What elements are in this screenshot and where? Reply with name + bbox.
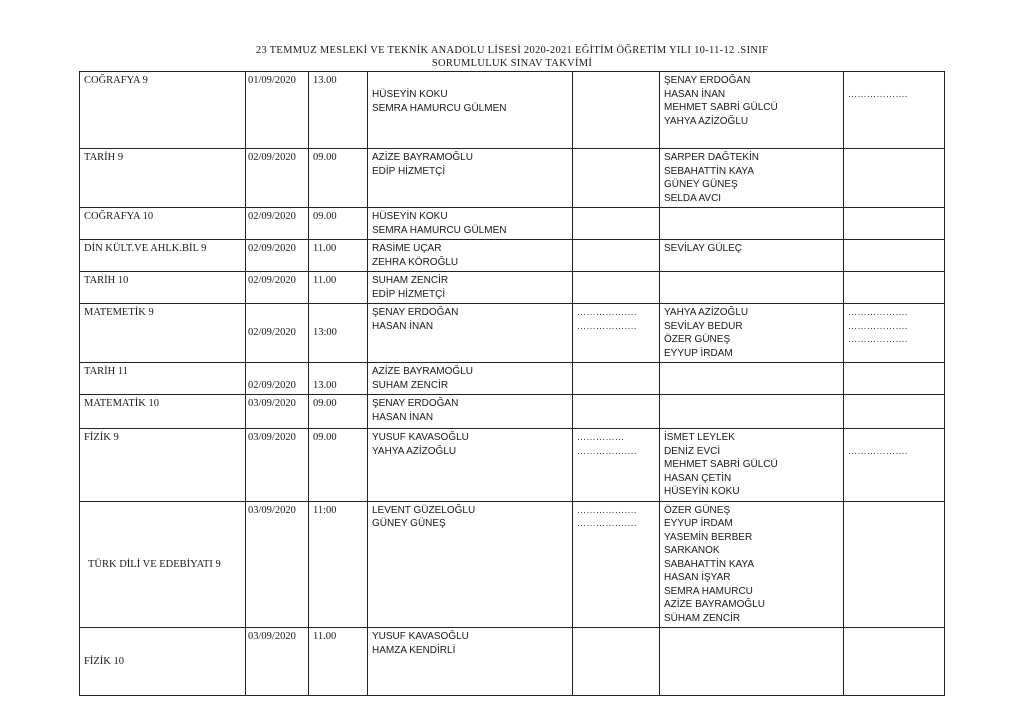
signature-line: ………………. bbox=[577, 307, 637, 317]
person-name: EDİP HİZMETÇİ bbox=[372, 165, 446, 177]
signature-cell bbox=[844, 429, 945, 502]
signature-cell bbox=[573, 501, 660, 628]
commission-members bbox=[368, 72, 573, 149]
person-name: HÜSEYİN KOKU bbox=[664, 486, 740, 497]
person-name: EYYUP İRDAM bbox=[664, 518, 733, 529]
proctor-members bbox=[660, 240, 844, 272]
commission-members bbox=[368, 272, 573, 304]
commission-members bbox=[368, 395, 573, 429]
signature-cell bbox=[844, 272, 945, 304]
person-name: MEHMET SABRİ GÜLCÜ bbox=[664, 459, 778, 470]
exam-date: 03/09/2020 bbox=[246, 395, 309, 429]
commission-members bbox=[368, 304, 573, 363]
signature-line: ………………. bbox=[848, 320, 908, 331]
person-name: AZİZE BAYRAMOĞLU bbox=[664, 599, 765, 610]
person-name: HASAN İNAN bbox=[372, 411, 434, 423]
table-row bbox=[80, 395, 945, 429]
exam-schedule-table bbox=[79, 71, 945, 696]
signature-cell bbox=[573, 72, 660, 149]
person-name: MEHMET SABRİ GÜLCÜ bbox=[664, 102, 778, 113]
person-name: HASAN İŞYAR bbox=[664, 572, 731, 583]
proctor-members bbox=[660, 501, 844, 628]
person-name: SEMRA HAMURCU GÜLMEN bbox=[372, 224, 507, 236]
exam-date: 03/09/2020 bbox=[246, 628, 309, 696]
person-name: SUHAM ZENCİR bbox=[372, 379, 449, 391]
signature-line: ………………. bbox=[848, 334, 908, 344]
proctor-members bbox=[660, 304, 844, 363]
table-row bbox=[80, 304, 945, 363]
course-name: TÜRK DİLİ VE EDEBİYATI 9 bbox=[80, 501, 246, 628]
person-name: SELDA AVCI bbox=[664, 192, 722, 204]
signature-line: ………………. bbox=[848, 88, 908, 99]
exam-time: 11.00 bbox=[309, 628, 368, 696]
person-name: YAHYA AZİZOĞLU bbox=[664, 115, 749, 127]
table-row bbox=[80, 363, 945, 395]
person-name: YAHYA AZİZOĞLU bbox=[372, 445, 457, 457]
exam-time: 09.00 bbox=[309, 395, 368, 429]
person-name: SÜHAM ZENCİR bbox=[664, 612, 741, 624]
signature-cell bbox=[573, 304, 660, 363]
person-name: ŞENAY ERDOĞAN bbox=[372, 398, 459, 409]
signature-cell bbox=[573, 208, 660, 240]
course-name: COĞRAFYA 10 bbox=[80, 208, 246, 240]
document-title: 23 TEMMUZ MESLEKİ VE TEKNİK ANADOLU LİSESİ 2020-2021 EĞİTİM ÖĞRETİM YILI 10-11-12 .SINIF bbox=[255, 45, 769, 56]
person-name: HÜSEYİN KOKU bbox=[372, 211, 448, 222]
table-row bbox=[80, 208, 945, 240]
person-name: HAMZA KENDİRLİ bbox=[372, 644, 456, 656]
signature-line: ………………. bbox=[848, 307, 908, 317]
exam-date: 02/09/2020 bbox=[246, 272, 309, 304]
signature-cell bbox=[844, 208, 945, 240]
person-name: SEVİLAY GÜLEÇ bbox=[664, 243, 742, 254]
person-name: SEMRA HAMURCU GÜLMEN bbox=[372, 102, 507, 114]
person-name: ŞENAY ERDOĞAN bbox=[372, 307, 459, 318]
proctor-members bbox=[660, 208, 844, 240]
document-subtitle: SORUMLULUK SINAV TAKVİMİ bbox=[431, 58, 593, 69]
person-name: SEMRA HAMURCU bbox=[664, 585, 753, 597]
signature-cell bbox=[573, 395, 660, 429]
course-name: DİN KÜLT.VE AHLK.BİL 9 bbox=[80, 240, 246, 272]
exam-date: 02/09/2020 bbox=[246, 240, 309, 272]
proctor-members bbox=[660, 395, 844, 429]
person-name: ŞENAY ERDOĞAN bbox=[664, 75, 751, 86]
proctor-members bbox=[660, 72, 844, 149]
exam-date: 02/09/2020 bbox=[246, 149, 309, 208]
table-row bbox=[80, 72, 945, 149]
table-row bbox=[80, 272, 945, 304]
proctor-members bbox=[660, 363, 844, 395]
exam-time: 11.00 bbox=[309, 240, 368, 272]
person-name: SABAHATTİN KAYA bbox=[664, 558, 755, 570]
signature-cell bbox=[573, 363, 660, 395]
signature-cell bbox=[573, 628, 660, 696]
person-name: GÜNEY GÜNEŞ bbox=[664, 179, 738, 190]
person-name: ÖZER GÜNEŞ bbox=[664, 334, 731, 345]
person-name: LEVENT GÜZELOĞLU bbox=[372, 504, 476, 516]
table-row bbox=[80, 240, 945, 272]
table-row bbox=[80, 149, 945, 208]
course-name: TARİH 9 bbox=[80, 149, 246, 208]
exam-date: 01/09/2020 bbox=[246, 72, 309, 149]
course-name: COĞRAFYA 9 bbox=[80, 72, 246, 149]
course-name: TARİH 10 bbox=[80, 272, 246, 304]
person-name: YASEMİN BERBER bbox=[664, 531, 753, 543]
course-name: TARİH 11 bbox=[80, 363, 246, 395]
signature-line: ………………. bbox=[577, 320, 637, 331]
person-name: EDİP HİZMETÇİ bbox=[372, 288, 446, 300]
exam-time: 13.00 bbox=[309, 72, 368, 149]
signature-line bbox=[848, 458, 940, 472]
signature-cell bbox=[844, 304, 945, 363]
signature-line: …………… bbox=[577, 432, 625, 442]
exam-date: 02/09/2020 bbox=[246, 363, 309, 395]
person-name: AZİZE BAYRAMOĞLU bbox=[372, 366, 473, 377]
signature-line: ………………. bbox=[848, 445, 908, 456]
course-name: FİZİK 10 bbox=[80, 628, 246, 696]
proctor-members bbox=[660, 628, 844, 696]
signature-cell bbox=[844, 240, 945, 272]
signature-cell bbox=[844, 72, 945, 149]
commission-members bbox=[368, 149, 573, 208]
signature-cell bbox=[573, 240, 660, 272]
course-name: MATEMETİK 9 bbox=[80, 304, 246, 363]
exam-date: 02/09/2020 bbox=[246, 208, 309, 240]
course-name: MATEMATİK 10 bbox=[80, 395, 246, 429]
person-name: YUSUF KAVASOĞLU bbox=[372, 432, 469, 443]
person-name: İSMET LEYLEK bbox=[664, 432, 735, 443]
person-name: HASAN İNAN bbox=[664, 88, 726, 100]
signature-cell bbox=[844, 395, 945, 429]
person-name: YAHYA AZİZOĞLU bbox=[664, 307, 749, 318]
signature-line bbox=[577, 74, 655, 88]
commission-members bbox=[368, 363, 573, 395]
table-row bbox=[80, 628, 945, 696]
signature-cell bbox=[844, 628, 945, 696]
course-name: FİZİK 9 bbox=[80, 429, 246, 502]
person-name: AZİZE BAYRAMOĞLU bbox=[372, 152, 473, 163]
signature-cell bbox=[573, 429, 660, 502]
person-name: ÖZER GÜNEŞ bbox=[664, 504, 731, 516]
commission-members bbox=[368, 501, 573, 628]
proctor-members bbox=[660, 272, 844, 304]
person-name: SUHAM ZENCİR bbox=[372, 275, 449, 286]
exam-time: 11:00 bbox=[309, 501, 368, 628]
exam-time: 13.00 bbox=[309, 363, 368, 395]
signature-cell bbox=[844, 363, 945, 395]
person-name: HASAN İNAN bbox=[372, 320, 434, 332]
exam-time: 11.00 bbox=[309, 272, 368, 304]
signature-line: ………………. bbox=[577, 518, 637, 528]
signature-line bbox=[848, 101, 940, 115]
person-name: SARPER DAĞTEKİN bbox=[664, 152, 760, 163]
person-name: HÜSEYİN KOKU bbox=[372, 89, 448, 100]
signature-cell bbox=[573, 149, 660, 208]
commission-members bbox=[368, 628, 573, 696]
signature-cell bbox=[573, 272, 660, 304]
person-name: SEBAHATTİN KAYA bbox=[664, 165, 755, 177]
exam-time: 09.00 bbox=[309, 208, 368, 240]
commission-members bbox=[368, 208, 573, 240]
exam-date: 03/09/2020 bbox=[246, 429, 309, 502]
person-name: ZEHRA KÖROĞLU bbox=[372, 256, 459, 268]
signature-line: ………………. bbox=[577, 445, 637, 456]
exam-date: 02/09/2020 bbox=[246, 304, 309, 363]
signature-cell bbox=[844, 149, 945, 208]
table-row bbox=[80, 429, 945, 502]
exam-date: 03/09/2020 bbox=[246, 501, 309, 628]
signature-line bbox=[577, 88, 655, 102]
person-name: SARKANOK bbox=[664, 545, 720, 556]
signature-cell bbox=[844, 501, 945, 628]
person-name: HASAN ÇETİN bbox=[664, 472, 732, 484]
exam-time: 09.00 bbox=[309, 149, 368, 208]
table-row bbox=[80, 501, 945, 628]
commission-members bbox=[368, 429, 573, 502]
person-name: DENİZ EVCİ bbox=[664, 445, 721, 457]
person-name: RASİME UÇAR bbox=[372, 243, 442, 254]
signature-line: ………………. bbox=[577, 504, 637, 515]
signature-line bbox=[848, 74, 940, 88]
person-name: EYYUP İRDAM bbox=[664, 347, 733, 359]
person-name: GÜNEY GÜNEŞ bbox=[372, 518, 446, 529]
exam-time: 13:00 bbox=[309, 304, 368, 363]
person-name: YUSUF KAVASOĞLU bbox=[372, 631, 469, 642]
person-name: SEVİLAY BEDUR bbox=[664, 320, 743, 332]
proctor-members bbox=[660, 149, 844, 208]
commission-members bbox=[368, 240, 573, 272]
proctor-members bbox=[660, 429, 844, 502]
signature-line bbox=[848, 431, 940, 445]
exam-time: 09.00 bbox=[309, 429, 368, 502]
